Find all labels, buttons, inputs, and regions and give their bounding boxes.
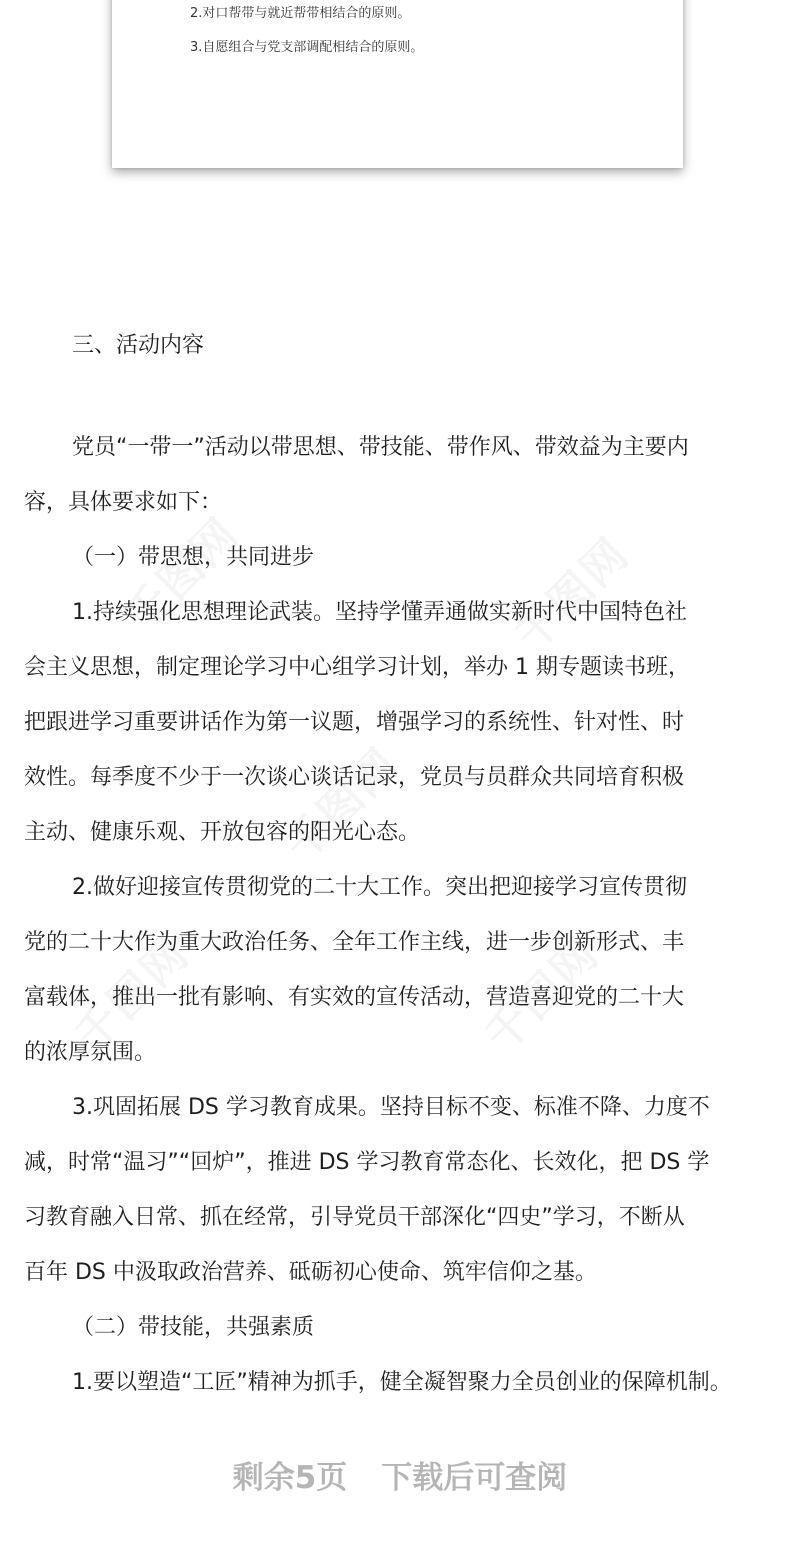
paragraph-line: 3.巩固拓展 DS 学习教育成果。坚持目标不变、标准不降、力度不 (72, 1095, 710, 1120)
paragraph-line: 把跟进学习重要讲话作为第一议题，增强学习的系统性、针对性、时 (24, 710, 685, 735)
subsection-heading: （二）带技能，共强素质 (72, 1315, 315, 1340)
paragraph-line: 主动、健康乐观、开放包容的阳光心态。 (24, 820, 421, 845)
paragraph-line: 习教育融入日常、抓在经常，引导党员干部深化“四史”学习，不断从 (24, 1205, 685, 1230)
card-line: 2.对口帮带与就近帮带相结合的原则。 (190, 6, 411, 21)
paragraph-line: 党的二十大作为重大政治任务、全年工作主线，进一步创新形式、丰 (24, 930, 685, 955)
paragraph-line: 1.持续强化思想理论武装。坚持学懂弄通做实新时代中国特色社 (72, 600, 687, 625)
paragraph-line: 富载体，推出一批有影响、有实效的宣传活动，营造喜迎党的二十大 (24, 985, 685, 1010)
remaining-pages-label: 剩余5页 (232, 1460, 348, 1496)
paragraph-line: 党员“一带一”活动以带思想、带技能、带作风、带效益为主要内 (72, 435, 689, 460)
remaining-pages-banner[interactable] (0, 1456, 800, 1500)
paragraph-line: 的浓厚氛围。 (24, 1040, 157, 1065)
section-heading: 三、活动内容 (72, 333, 205, 358)
download-to-view-label: 下载后可查阅 (381, 1460, 568, 1496)
paragraph-line: 2.做好迎接宣传贯彻党的二十大工作。突出把迎接学习宣传贯彻 (72, 875, 687, 900)
watermark (268, 731, 411, 874)
card-line: 3.自愿组合与党支部调配相结合的原则。 (190, 40, 424, 55)
paragraph-line: 1.要以塑造“工匠”精神为抓手，健全凝智聚力全员创业的保障机制。 (72, 1370, 732, 1395)
page-preview-card (112, 0, 683, 168)
paragraph-line: 效性。每季度不少于一次谈心谈话记录，党员与员群众共同培育积极 (24, 765, 685, 790)
paragraph-line: 百年 DS 中汲取政治营养、砥砺初心使命、筑牢信仰之基。 (24, 1260, 597, 1285)
watermark (498, 521, 641, 664)
subsection-heading: （一）带思想，共同进步 (72, 545, 315, 570)
paragraph-line: 容，具体要求如下： (24, 490, 223, 515)
paragraph-line: 会主义思想，制定理论学习中心组学习计划，举办 1 期专题读书班， (24, 655, 690, 680)
paragraph-line: 减，时常“温习”“回炉”，推进 DS 学习教育常态化、长效化，把 DS 学 (24, 1150, 710, 1175)
